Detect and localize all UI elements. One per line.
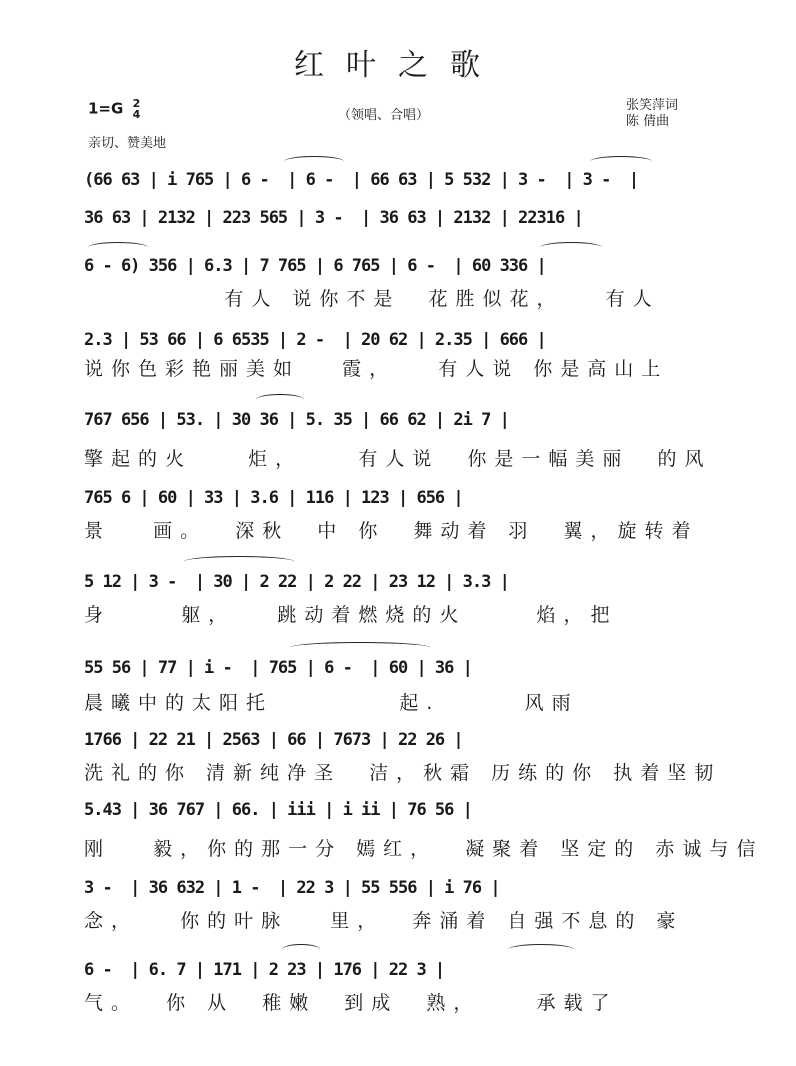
notation-line: 767 656 | 53. | 30 36 | 5. 35 | 66 62 | 2i 7 |	[84, 410, 509, 430]
lyric-line-3: 有人 说你不是 花胜似花， 有人	[84, 288, 660, 310]
time-signature	[133, 98, 141, 120]
slur-mark	[284, 156, 344, 167]
slur-mark	[256, 394, 304, 405]
lyric-line-10: 刚 毅，你的那一分 嫣红， 凝聚着 坚定的 赤诚与信	[84, 838, 764, 860]
lyric-line-12: 气。 你 从 稚嫩 到成 熟， 承载了	[84, 992, 618, 1014]
system-1	[84, 166, 716, 194]
slur-mark	[290, 642, 430, 653]
notation-line: 55 56 | 77 | i - | 765 | 6 - | 60 | 36 |	[84, 658, 472, 678]
system-9	[84, 726, 716, 754]
notation-line: 1766 | 22 21 | 2563 | 66 | 7673 | 22 26 |	[84, 730, 463, 750]
system-3	[84, 252, 716, 280]
slur-mark	[540, 242, 602, 253]
slur-mark	[88, 242, 148, 253]
notation-line: 6 - 6) 356 | 6.3 | 7 765 | 6 765 | 6 - | 60 336 |	[84, 256, 546, 276]
system-5	[84, 406, 716, 434]
expression-mark: 亲切、赞美地	[88, 136, 167, 151]
time-top: 2	[132, 97, 141, 110]
lyric-line-5: 擎起的火 炬， 有人说 你是一幅美丽 的风	[84, 448, 712, 470]
slur-mark	[508, 944, 574, 955]
system-10	[84, 796, 716, 824]
lyric-line-8: 晨曦中的太阳托 起. 风雨	[84, 692, 579, 714]
composer: 陈 倩曲	[626, 114, 670, 129]
time-bottom: 4	[132, 108, 141, 121]
key-signature	[88, 98, 140, 120]
notation-line: 3 - | 36 632 | 1 - | 22 3 | 55 556 | i 76 |	[84, 878, 500, 898]
slur-mark	[184, 556, 294, 567]
system-4	[84, 326, 716, 354]
notation-line: 765 6 | 60 | 33 | 3.6 | 116 | 123 | 656 |	[84, 488, 463, 508]
credits	[626, 98, 678, 130]
notation-line: 2.3 | 53 66 | 6 6535 | 2 - | 20 62 | 2.35 | 666 |	[84, 330, 546, 350]
lyricist: 张笑萍词	[626, 98, 679, 113]
lyric-line-11: 念， 你的叶脉 里， 奔涌着 自强不息的 豪	[84, 910, 684, 932]
key-label: 1=G	[88, 99, 124, 118]
notation-line: 5.43 | 36 767 | 66. | iii | i ii | 76 56 |	[84, 800, 472, 820]
notation-line: (66 63 | i 765 | 6 - | 6 - | 66 63 | 5 532 | 3 - | 3 - |	[84, 170, 639, 190]
system-2	[84, 204, 716, 232]
lyric-line-4: 说你色彩艳丽美如 霞， 有人说 你是高山上	[84, 358, 669, 380]
notation-line: 6 - | 6. 7 | 171 | 2 23 | 176 | 22 3 |	[84, 960, 445, 980]
lyric-line-7: 身 躯， 跳动着燃烧的火 焰，把	[84, 604, 618, 626]
system-6	[84, 484, 716, 512]
performance-note: （领唱、合唱）	[338, 108, 430, 123]
system-8	[84, 654, 716, 682]
slur-mark	[282, 944, 320, 955]
lyric-line-6: 景 画。 深秋 中 你 舞动着 羽 翼，旋转着	[84, 520, 699, 542]
system-12	[84, 956, 716, 984]
notation-line: 36 63 | 2132 | 223 565 | 3 - | 36 63 | 2132 | 22316 |	[84, 208, 583, 228]
system-7	[84, 568, 716, 596]
song-title: 红叶之歌	[294, 48, 502, 83]
system-11	[84, 874, 716, 902]
notation-line: 5 12 | 3 - | 30 | 2 22 | 2 22 | 23 12 | 3.3 |	[84, 572, 509, 592]
lyric-line-9: 洗礼的你 清新纯净圣 洁，秋霜 历练的你 执着坚韧	[84, 762, 722, 784]
slur-mark	[590, 156, 652, 167]
